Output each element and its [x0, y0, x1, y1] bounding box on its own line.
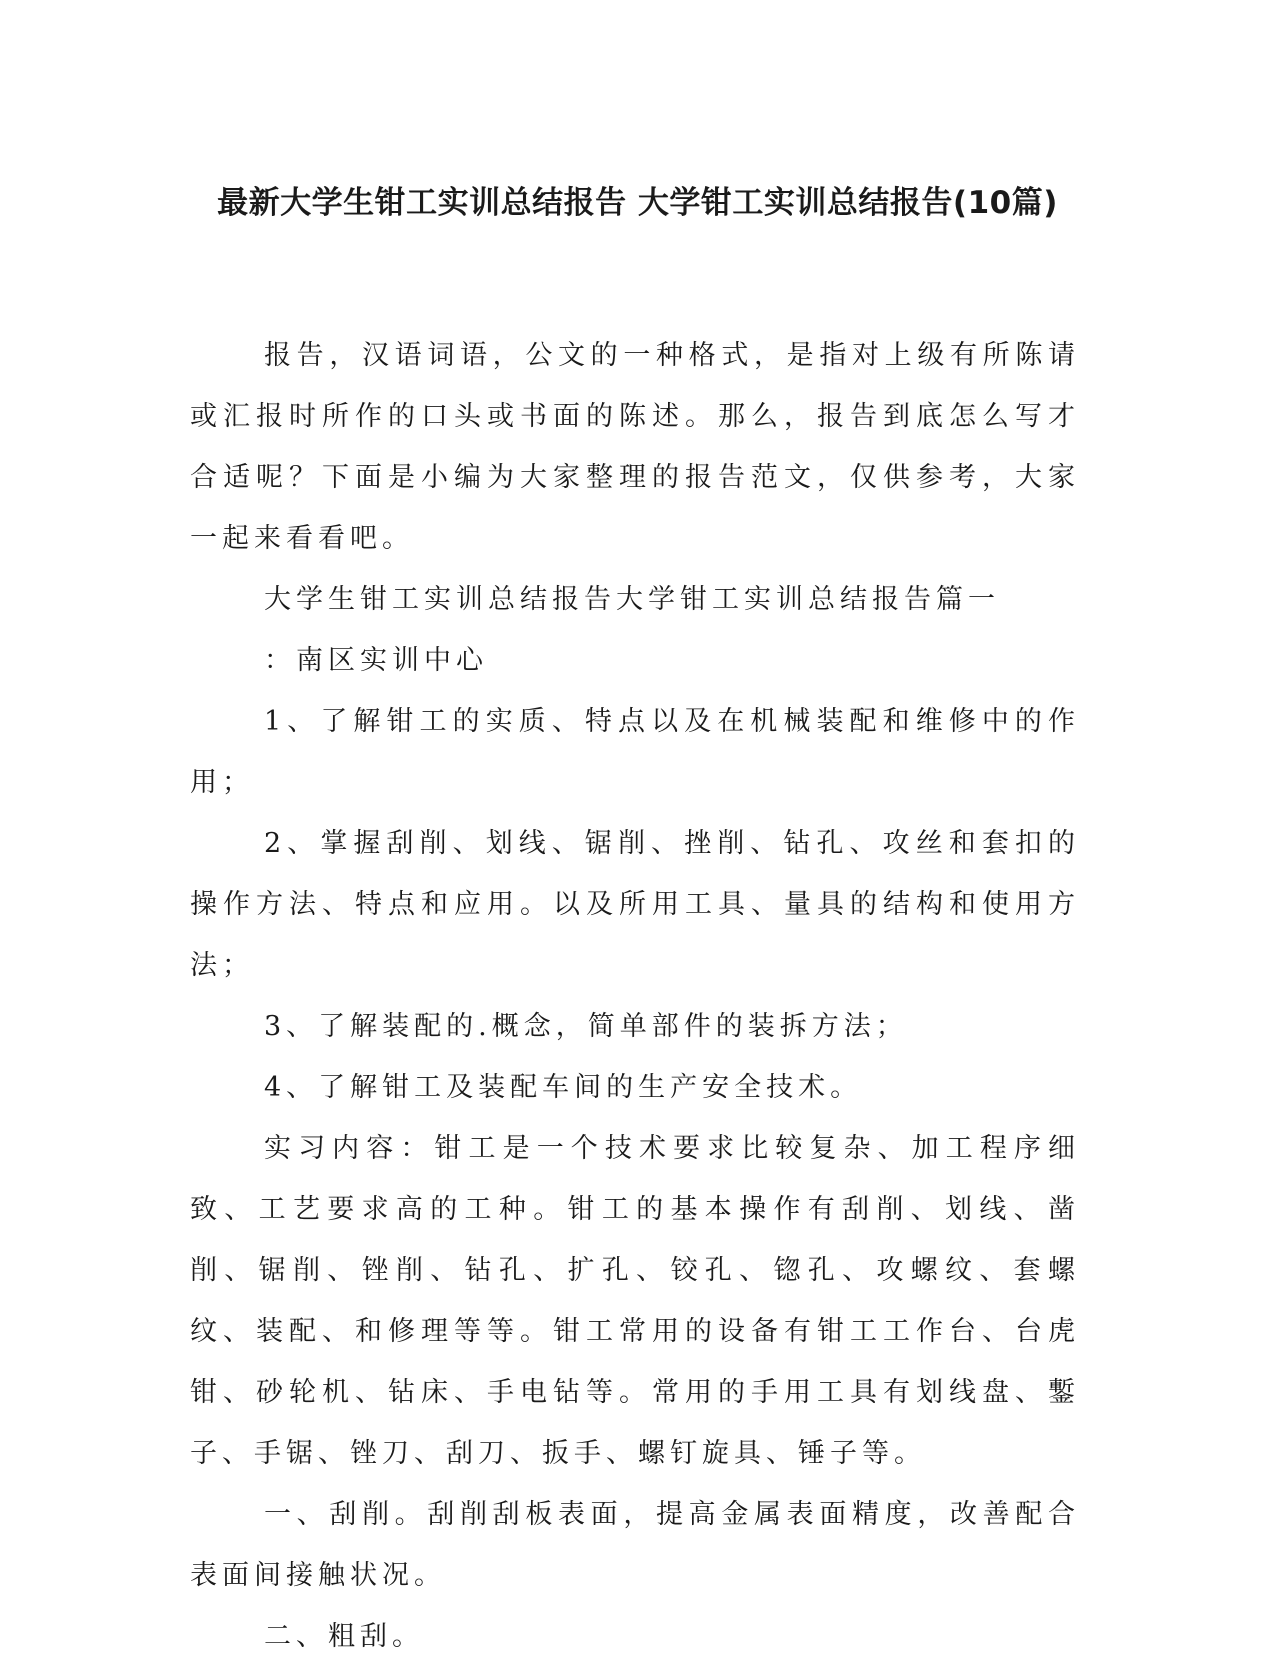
objective-item-3: 3、了解装配的.概念，简单部件的装拆方法；: [264, 1011, 908, 1042]
content-paragraph: 实习内容：钳工是一个技术要求比较复杂、加工程序细致、工艺要求高的工种。钳工的基本操作有刮削、划线、凿削、锯削、锉削、钻孔、扩孔、铰孔、锪孔、攻螺纹、套螺纹、装配、和修理等等。钳工常用的设备有钳工工作台、台虎钳、砂轮机、钻床、手电钻等。常用的手用工具有划线盘、鏨子、手锯、锉刀、刮刀、扳手、螺钉旋具、锤子等。: [190, 1133, 1080, 1469]
objective-item-4: 4、了解钳工及装配车间的生产安全技术。: [264, 1072, 863, 1103]
rough-scraping-paragraph: 二、粗刮。: [264, 1621, 424, 1652]
objective-item-1: 1、了解钳工的实质、特点以及在机械装配和维修中的作用；: [190, 706, 1080, 798]
scraping-paragraph: 一、刮削。刮削刮板表面，提高金属表面精度，改善配合表面间接触状况。: [190, 1499, 1080, 1591]
intro-paragraph: 报告，汉语词语，公文的一种格式，是指对上级有所陈请或汇报时所作的口头或书面的陈述。那么，报告到底怎么写才合适呢？下面是小编为大家整理的报告范文，仅供参考，大家一起来看看吧。: [190, 340, 1080, 554]
section-heading: 大学生钳工实训总结报告大学钳工实训总结报告篇一: [264, 584, 1000, 615]
document-body: [190, 325, 1080, 1667]
objective-item-2: 2、掌握刮削、划线、锯削、挫削、钻孔、攻丝和套扣的操作方法、特点和应用。以及所用工具、量具的结构和使用方法；: [190, 828, 1080, 981]
document-title: 最新大学生钳工实训总结报告 大学钳工实训总结报告(10篇): [217, 185, 1058, 221]
location-line: ：南区实训中心: [264, 645, 488, 676]
